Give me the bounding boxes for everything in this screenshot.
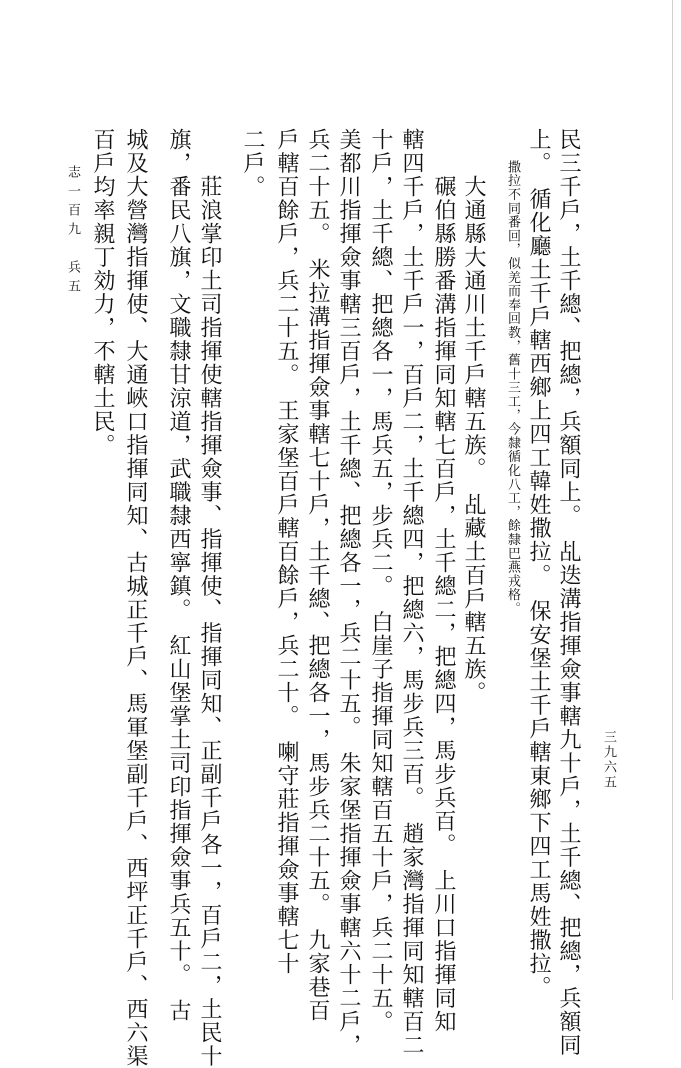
annotation-column: 撒拉不同番回，似羌而奉回教，舊十三工，今隸循化八工，餘隸巴燕戎格。 (505, 160, 520, 616)
text-column-4: 碾伯縣勝番溝指揮同知轄七百戶，土千總二，把總四，馬步兵百。 上川口指揮同知 (431, 175, 456, 1034)
text-column-11: 莊浪掌印土司指揮使轄指揮僉事、指揮使、指揮同知、正副千戶各一，百戶二，土民十 (197, 175, 222, 1068)
text-column-2: 上。 循化廳土千戶轄西鄉上四工韓姓撒拉。 保安堡土千戶轄東鄉下四工馬姓撒拉。 (526, 128, 551, 999)
text-column-10: 二戶。 (240, 128, 265, 199)
page-edge-line (672, 0, 673, 1000)
text-column-1: 民三千戶，土千總、把總，兵額同上。 乩迭溝指揮僉事轄九十戶，土千總、把總，兵額同 (556, 128, 581, 1057)
text-column-5: 轄四千戶，土千戶一，百戶二，土千總四，把總六，馬步兵三百。 趙家灣指揮同知轄百二 (399, 128, 424, 1057)
text-column-6: 十戶，土千總、把總各一，馬兵五，步兵二。 白崖子指揮同知轄百五十戶，兵二十五。 (368, 128, 393, 1034)
text-column-9: 戶轄百餘戶，兵二十五。 王家堡百戶轄百餘戶，兵二十。 喇守莊指揮僉事轄七十 (274, 128, 299, 976)
text-column-7: 美都川指揮僉事轄三百戶，土千總、把總各一，兵二十五。 朱家堡指揮僉事轄六十二戶， (336, 128, 361, 1057)
text-column-14: 百戶均率親丁効力，不轄土民。 (90, 128, 115, 457)
text-column-13: 城及大營灣指揮使、大通峽口指揮同知、古城正千戶、馬軍堡副千戶、西坪正千戶、西六渠 (123, 128, 148, 1068)
margin-header: 志一百九 兵五 (65, 165, 80, 298)
page-number: 三九六五 (601, 730, 616, 790)
text-column-8: 兵二十五。 米拉溝指揮僉事轄七十戶，土千總、把總各一，馬步兵二十五。 九家巷百 (305, 128, 330, 1023)
text-column-3: 大通縣大通川土千戶轄五族。 乩藏土百戶轄五族。 (461, 175, 486, 705)
text-column-12: 旗，番民八旗，文職隸甘涼道，武職隸西寧鎮。 紅山堡掌土司印指揮僉事兵五十。 古 (166, 128, 191, 1023)
